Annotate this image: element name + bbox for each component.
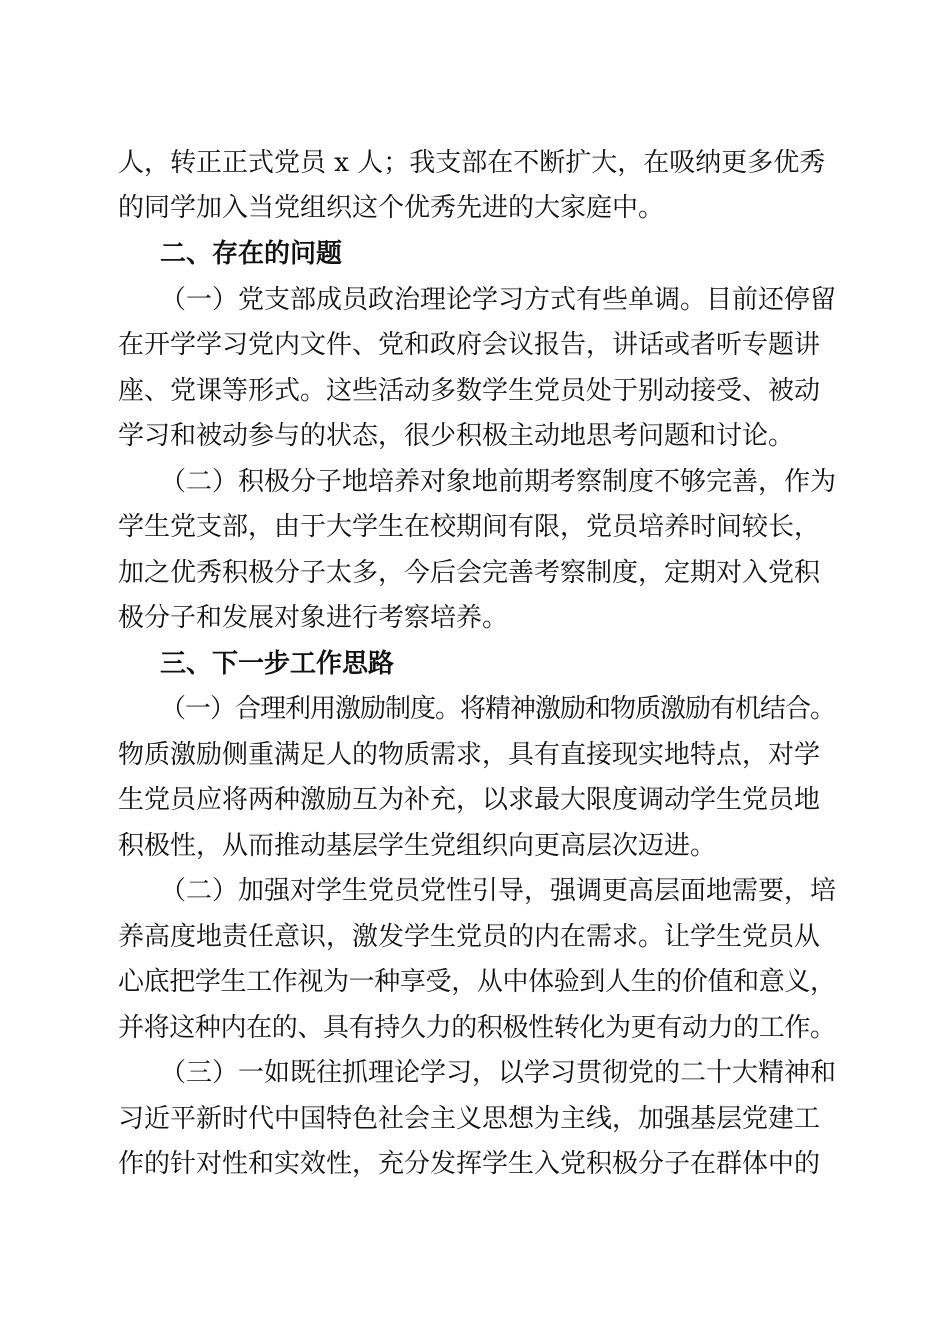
text-line: 习近平新时代中国特色社会主义思想为主线，加强基层党建工 bbox=[118, 1104, 821, 1134]
paragraph-line: （二）加强对学生党员党性引导，强调更高层面地需要，培 bbox=[160, 876, 837, 906]
text-line: 生党员应将两种激励互为补充，以求最大限度调动学生党员地 bbox=[118, 785, 821, 815]
text-line: 加之优秀积极分子太多，今后会完善考察制度，定期对入党积 bbox=[118, 558, 821, 588]
text-line: 养高度地责任意识，激发学生党员的内在需求。让学生党员从 bbox=[118, 922, 821, 952]
text-line: 并将这种内在的、具有持久力的积极性转化为更有动力的工作。 bbox=[118, 1013, 836, 1043]
text-line: 座、党课等形式。这些活动多数学生党员处于别动接受、被动 bbox=[118, 376, 821, 406]
text-line: 的同学加入当党组织这个优秀先进的大家庭中。 bbox=[118, 193, 665, 223]
text-line: 作的针对性和实效性，充分发挥学生入党积极分子在群体中的 bbox=[118, 1149, 821, 1179]
text-line: 物质激励侧重满足人的物质需求，具有直接现实地特点，对学 bbox=[118, 740, 821, 770]
paragraph-line: （二）积极分子地培养对象地前期考察制度不够完善，作为 bbox=[160, 467, 837, 497]
text-line: 心底把学生工作视为一种享受，从中体验到人生的价值和意义， bbox=[118, 967, 836, 997]
text-line: 极分子和发展对象进行考察培养。 bbox=[118, 603, 509, 633]
text-line: 在开学学习党内文件、党和政府会议报告，讲话或者听专题讲 bbox=[118, 330, 821, 360]
section-heading-problems: 二、存在的问题 bbox=[160, 239, 343, 269]
text-line: 人，转正正式党员 x 人；我支部在不断扩大，在吸纳更多优秀 bbox=[118, 148, 826, 178]
text-line: 学习和被动参与的状态，很少积极主动地思考问题和讨论。 bbox=[118, 421, 795, 451]
text-line: 积极性，从而推动基层学生党组织向更高层次迈进。 bbox=[118, 831, 717, 861]
paragraph-line: （三）一如既往抓理论学习，以学习贯彻党的二十大精神和 bbox=[160, 1058, 837, 1088]
paragraph-line: （一）党支部成员政治理论学习方式有些单调。目前还停留 bbox=[160, 285, 837, 315]
section-heading-next-steps: 三、下一步工作思路 bbox=[160, 649, 395, 679]
text-line: 学生党支部，由于大学生在校期间有限，党员培养时间较长， bbox=[118, 512, 821, 542]
paragraph-line: （一）合理利用激励制度。将精神激励和物质激励有机结合。 bbox=[160, 694, 836, 724]
